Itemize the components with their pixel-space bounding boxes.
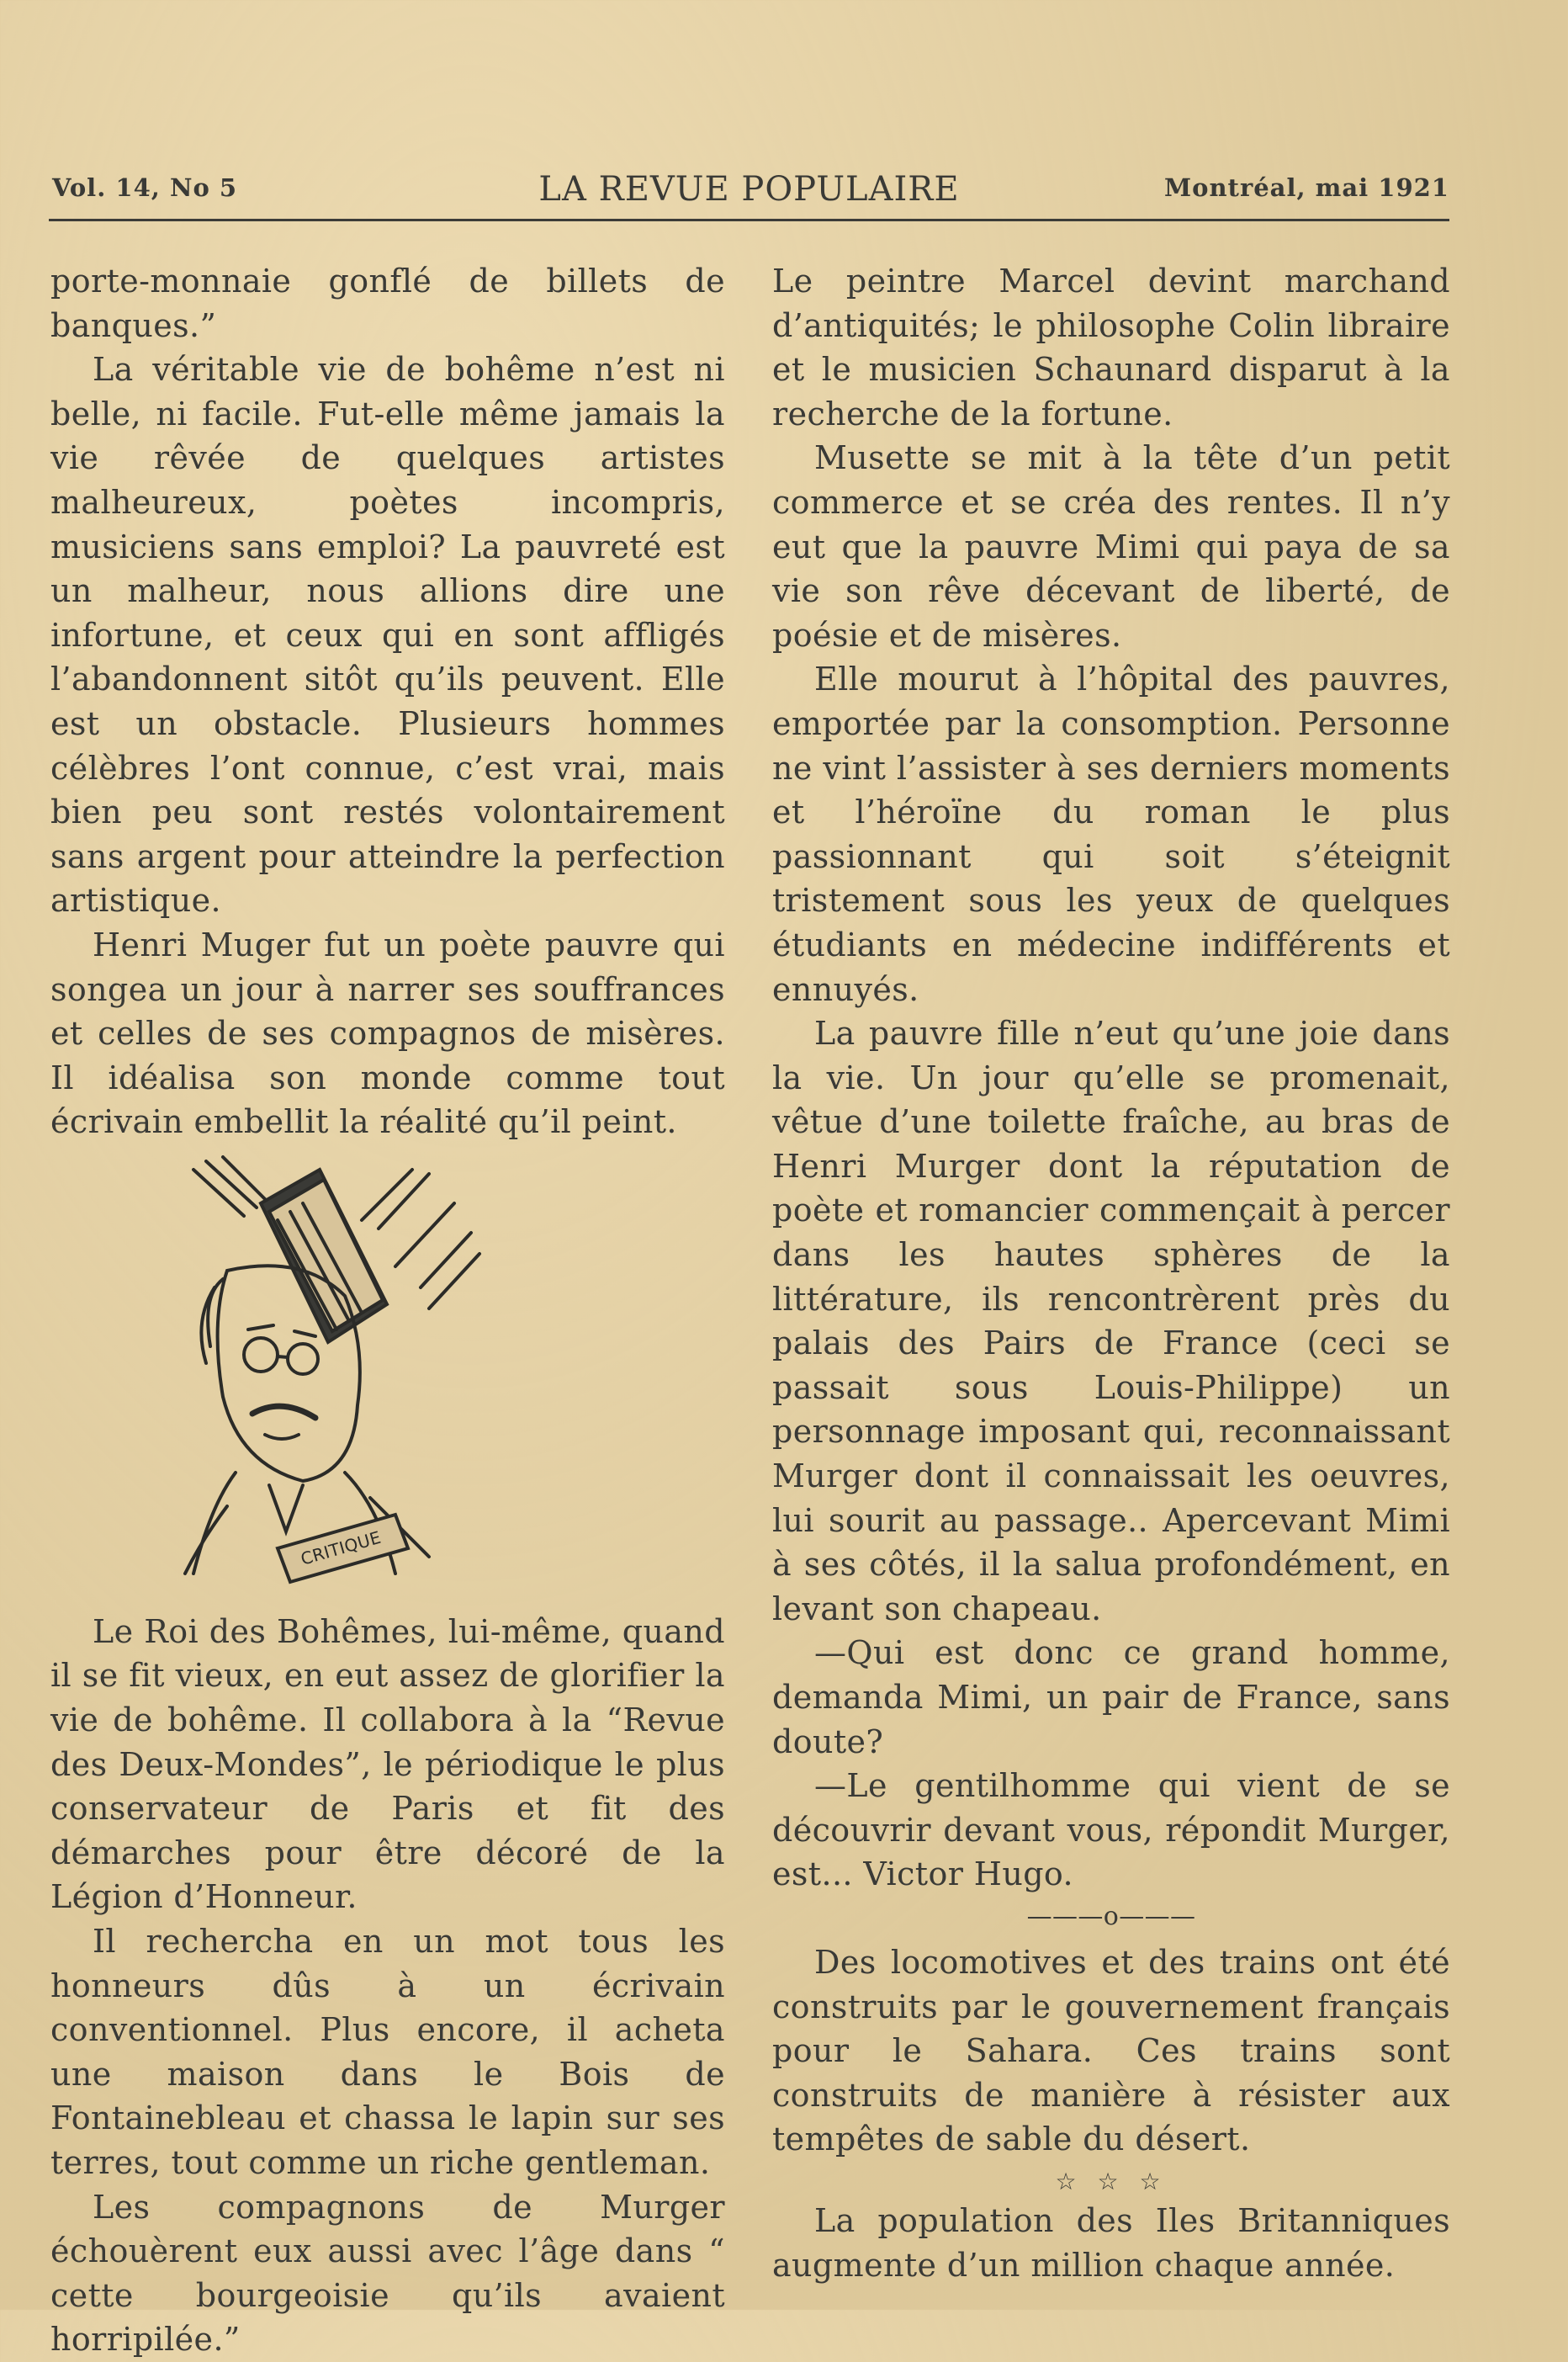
left-column xyxy=(50,259,725,2362)
volume-number: Vol. 14, No 5 xyxy=(52,173,238,202)
paragraph: porte-monnaie gonflé de billets de banques.” xyxy=(50,263,725,344)
paragraph: La véritable vie de bohême n’est ni belle, ni facile. Fut-elle même jamais la vie rêvée de quelques artistes malheureux, poètes incompris, musiciens sans emploi? La pauvreté est un malheur, nous allions dire une infortune, et ceux qui en sont affligés l’abandonnent sitôt qu’ils peuvent. Elle est un obstacle. Plusieurs hommes célèbres l’ont connue, c’est vrai, mais bien peu sont restés volontairement sans argent pour atteindre la perfection artistique. xyxy=(50,351,725,920)
section-separator: ———o——— xyxy=(1026,1901,1196,1931)
paragraph: Le Roi des Bohêmes, lui-même, quand il se fit vieux, en eut assez de glorifier la vie de bohême. Il collabora à la “Revue des Deux-Mondes”, le périodique le plus conservateur de Paris et fit des démarches pour être décoré de la Légion d’Honneur. xyxy=(50,1612,725,1916)
caricature-illustration xyxy=(50,1153,725,1595)
paragraph: Des locomotives et des trains ont été construits par le gouvernement français pour le Sahara. Ces trains sont construits de manière à résister aux tempêtes de sable du désert. xyxy=(772,1943,1450,2158)
paragraph: —Qui est donc ce grand homme, demanda Mimi, un pair de France, sans doute? xyxy=(772,1634,1450,1760)
publication-date: Montréal, mai 1921 xyxy=(1164,173,1449,202)
paragraph: Il rechercha en un mot tous les honneurs dûs à un écrivain conventionnel. Plus encore, il acheta une maison dans le Bois de Fontainebleau et chassa le lapin sur ses terres, tout comme un riche gentleman. xyxy=(50,1923,725,2181)
paragraph: Elle mourut à l’hôpital des pauvres, emportée par la consomption. Personne ne vint l’assister à ses derniers moments et l’héroïne du roman le plus passionnant qui soit s’éteignit tristement sous les yeux de quelques étudiants en médecine indifférents et ennuyés. xyxy=(772,661,1450,1008)
caricature-drawing xyxy=(177,1153,597,1590)
paragraph: Le peintre Marcel devint marchand d’antiquités; le philosophe Colin libraire et le musicien Schaunard disparut à la recherche de la fortune. xyxy=(772,263,1450,433)
page-header xyxy=(49,168,1449,221)
paragraph: —Le gentilhomme qui vient de se découvrir devant vous, répondit Murger, est... Victor Hugo. xyxy=(772,1767,1450,1893)
paragraph: Henri Muger fut un poète pauvre qui songea un jour à narrer ses souffrances et celles de ses compagnos de misères. Il idéalisa son monde comme tout écrivain embellit la réalité qu’il peint. xyxy=(50,926,725,1141)
publication-title: LA REVUE POPULAIRE xyxy=(538,170,960,209)
paragraph: Les compagnons de Murger échouèrent eux aussi avec l’âge dans “ cette bourgeoisie qu’ils avaient horripilée.” xyxy=(50,2188,725,2359)
paragraph: Musette se mit à la tête d’un petit commerce et se créa des rentes. Il n’y eut que la pauvre Mimi qui paya de sa vie son rêve décevant de liberté, de poésie et de misères. xyxy=(772,439,1450,654)
paragraph: La population des Iles Britanniques augmente d’un million chaque année. xyxy=(772,2201,1450,2284)
paragraph: La pauvre fille n’eut qu’une joie dans la vie. Un jour qu’elle se promenait, vêtue d’une toilette fraîche, au bras de Henri Murger dont la réputation de poète et romancier commençait à percer dans les hautes sphères de la littérature, ils rencontrèrent près du palais des Pairs de France (ceci se passait sous Louis-Philippe) un personnage imposant qui, reconnaissant Murger dont il connaissait les oeuvres, lui sourit au passage.. Apercevant Mimi à ses côtés, il la salua profondément, en levant son chapeau. xyxy=(772,1015,1450,1627)
star-divider-icon: ☆ ☆ ☆ xyxy=(1055,2167,1168,2195)
right-column xyxy=(772,259,1450,2287)
critique-label: CRITIQUE xyxy=(298,1526,384,1569)
